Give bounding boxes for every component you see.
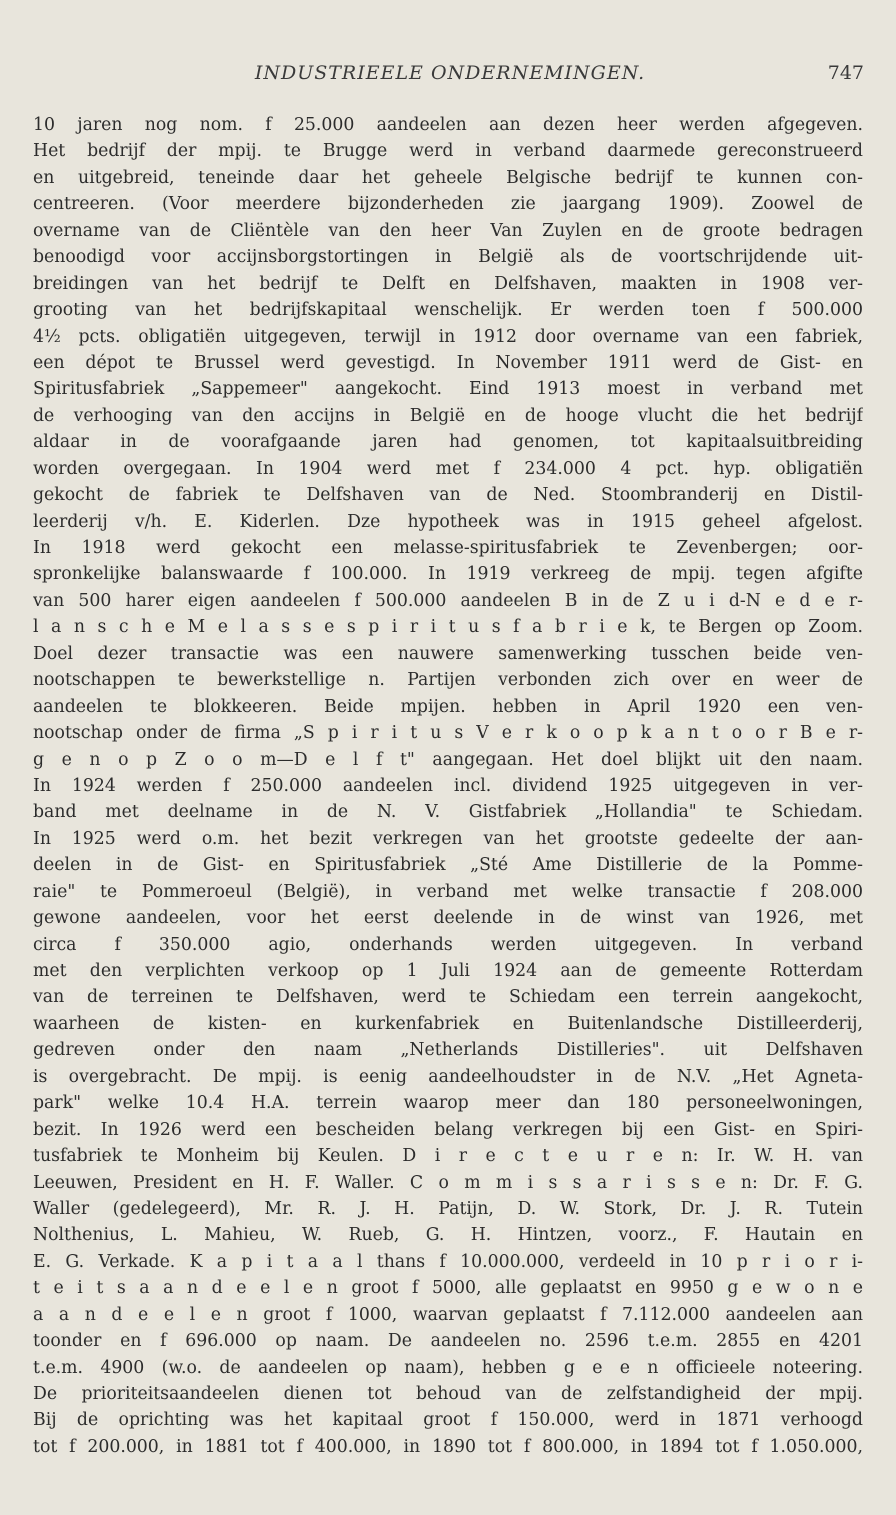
- text-line: spronkelijke balanswaarde f 100.000. In 1919 verkreeg de mpij. tegen afgifte: [33, 564, 863, 585]
- text-line: van de terreinen te Delfshaven, werd te Schiedam een terrein aangekocht,: [33, 987, 863, 1008]
- text-line: park" welke 10.4 H.A. terrein waarop meer dan 180 personeelwoningen,: [33, 1093, 863, 1114]
- text-line: In 1924 werden f 250.000 aandeelen incl. dividend 1925 uitgegeven in ver-: [33, 775, 863, 796]
- text-line: l a n s c h e M e l a s s e s p i r i t u s f a b r i e k, te Bergen op Zoom.: [33, 617, 863, 638]
- text-line: g e n o p Z o o m—D e l f t" aangegaan. Het doel blijkt uit den naam.: [33, 749, 863, 770]
- text-line: Het bedrijf der mpij. te Brugge werd in verband daarmede gereconstrueerd: [33, 141, 863, 162]
- text-line: leerderij v/h. E. Kiderlen. Dze hypotheek was in 1915 geheel afgelost.: [33, 511, 863, 532]
- page-number: 747: [827, 62, 864, 84]
- text-line: t.e.m. 4900 (w.o. de aandeelen op naam), hebben g e e n officieele noteering.: [33, 1357, 863, 1378]
- text-line: centreeren. (Voor meerdere bijzonderheden zie jaargang 1909). Zoowel de: [33, 194, 863, 215]
- text-line: waarheen de kisten- en kurkenfabriek en Buitenlandsche Distilleerderij,: [33, 1013, 863, 1034]
- text-line: deelen in de Gist- en Spiritusfabriek „Sté Ame Distillerie de la Pomme-: [33, 855, 863, 876]
- text-line: aldaar in de voorafgaande jaren had genomen, tot kapitaalsuitbreiding: [33, 432, 863, 453]
- text-line: circa f 350.000 agio, onderhands werden uitgegeven. In verband: [33, 934, 863, 955]
- text-line: tusfabriek te Monheim bij Keulen. D i r e c t e u r e n: Ir. W. H. van: [33, 1146, 863, 1167]
- text-line: toonder en f 696.000 op naam. De aandeelen no. 2596 t.e.m. 2855 en 4201: [33, 1331, 863, 1352]
- text-line: Nolthenius, L. Mahieu, W. Rueb, G. H. Hintzen, voorz., F. Hautain en: [33, 1225, 863, 1246]
- text-line: nootschap onder de firma „S p i r i t u s V e r k o o p k a n t o o r B e r-: [33, 723, 863, 744]
- text-line: gewone aandeelen, voor het eerst deelende in de winst van 1926, met: [33, 908, 863, 929]
- text-line: tot f 200.000, in 1881 tot f 400.000, in 1890 tot f 800.000, in 1894 tot f 1.050.000,: [33, 1436, 863, 1457]
- body-text: [33, 112, 863, 1460]
- text-line: t e i t s a a n d e e l e n groot f 5000, alle geplaatst en 9950 g e w o n e: [33, 1278, 863, 1299]
- text-line: gekocht de fabriek te Delfshaven van de Ned. Stoombranderij en Distil-: [33, 485, 863, 506]
- text-line: worden overgegaan. In 1904 werd met f 234.000 4 pct. hyp. obligatiën: [33, 458, 863, 479]
- text-line: band met deelname in de N. V. Gistfabriek „Hollandia" te Schiedam.: [33, 802, 863, 823]
- text-line: en uitgebreid, teneinde daar het geheele Belgische bedrijf te kunnen con-: [33, 167, 863, 188]
- text-line: aandeelen te blokkeeren. Beide mpijen. hebben in April 1920 een ven-: [33, 696, 863, 717]
- text-line: Spiritusfabriek „Sappemeer" aangekocht. Eind 1913 moest in verband met: [33, 379, 863, 400]
- text-line: 4½ pcts. obligatiën uitgegeven, terwijl in 1912 door overname van een fabriek,: [33, 326, 863, 347]
- text-line: In 1925 werd o.m. het bezit verkregen van het grootste gedeelte der aan-: [33, 828, 863, 849]
- text-line: met den verplichten verkoop op 1 Juli 1924 aan de gemeente Rotterdam: [33, 961, 863, 981]
- text-line: Leeuwen, President en H. F. Waller. C o m m i s s a r i s s e n: Dr. F. G.: [33, 1172, 863, 1193]
- text-line: de verhooging van den accijns in België en de hooge vlucht die het bedrijf: [33, 405, 863, 426]
- text-line: 10 jaren nog nom. f 25.000 aandeelen aan dezen heer werden afgegeven.: [33, 115, 863, 135]
- text-line: In 1918 werd gekocht een melasse-spiritusfabriek te Zevenbergen; oor-: [33, 538, 863, 558]
- text-line: is overgebracht. De mpij. is eenig aandeelhoudster in de N.V. „Het Agneta-: [33, 1066, 863, 1087]
- text-line: benoodigd voor accijnsborgstortingen in België als de voortschrijdende uit-: [33, 247, 863, 268]
- text-line: De prioriteitsaandeelen dienen tot behoud van de zelfstandigheid der mpij.: [33, 1384, 863, 1404]
- text-line: grooting van het bedrijfskapitaal wenschelijk. Er werden toen f 500.000: [33, 300, 863, 321]
- text-line: Doel dezer transactie was een nauwere samenwerking tusschen beide ven-: [33, 643, 863, 664]
- text-line: overname van de Cliëntèle van den heer Van Zuylen en de groote bedragen: [33, 220, 863, 241]
- text-line: Waller (gedelegeerd), Mr. R. J. H. Patijn, D. W. Stork, Dr. J. R. Tutein: [33, 1198, 863, 1219]
- text-line: bezit. In 1926 werd een bescheiden belang verkregen bij een Gist- en Spiri-: [33, 1119, 863, 1140]
- text-line: breidingen van het bedrijf te Delft en Delfshaven, maakten in 1908 ver-: [33, 273, 863, 294]
- running-title: INDUSTRIEELE ONDERNEMINGEN.: [254, 62, 646, 84]
- text-line: een dépot te Brussel werd gevestigd. In November 1911 werd de Gist- en: [33, 352, 863, 373]
- text-line: E. G. Verkade. K a p i t a a l thans f 10.000.000, verdeeld in 10 p r i o r i-: [33, 1251, 863, 1272]
- page-header: [36, 62, 864, 88]
- text-line: nootschappen te bewerkstellige n. Partijen verbonden zich over en weer de: [33, 670, 863, 691]
- text-line: a a n d e e l e n groot f 1000, waarvan geplaatst f 7.112.000 aandeelen aan: [33, 1304, 863, 1325]
- text-line: gedreven onder den naam „Netherlands Distilleries". uit Delfshaven: [33, 1040, 863, 1061]
- text-line: van 500 harer eigen aandeelen f 500.000 aandeelen B in de Z u i d-N e d e r-: [33, 590, 863, 611]
- text-line: raie" te Pommeroeul (België), in verband met welke transactie f 208.000: [33, 881, 863, 902]
- text-line: Bij de oprichting was het kapitaal groot f 150.000, werd in 1871 verhoogd: [33, 1410, 863, 1431]
